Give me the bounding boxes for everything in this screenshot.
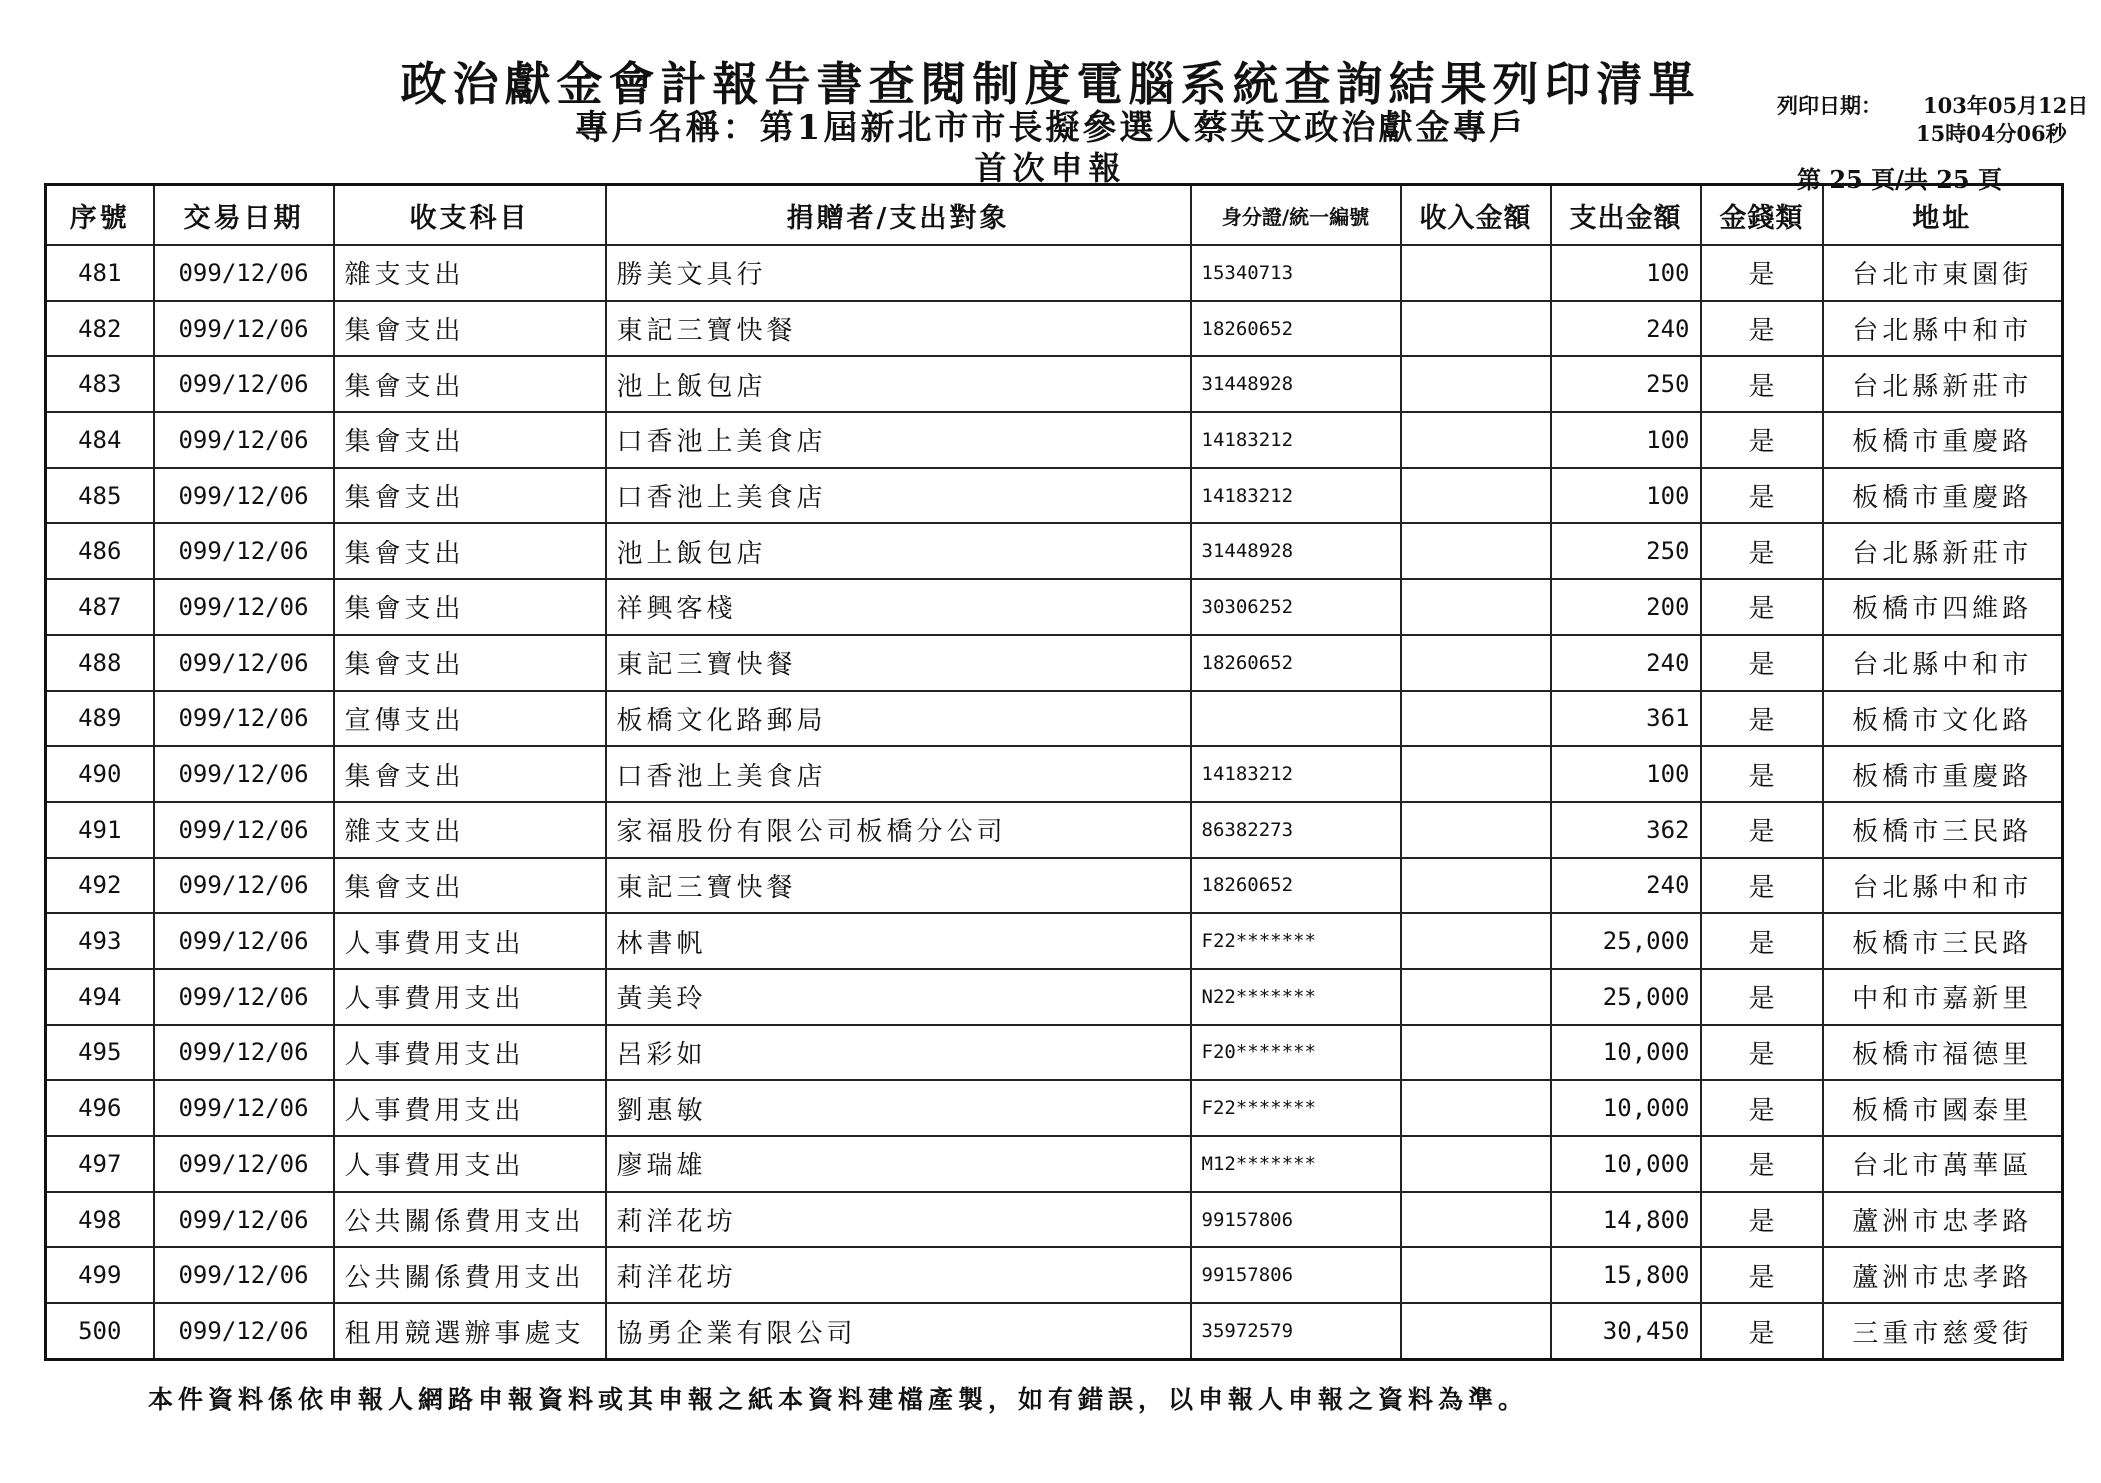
account-name: 專戶名稱：第1屆新北市市長擬參選人蔡英文政治獻金專戶: [574, 108, 1527, 148]
cell-no: 485: [46, 468, 154, 524]
cell-address: 板橋市三民路: [1823, 802, 2063, 858]
col-header-party: 捐贈者/支出對象: [606, 185, 1191, 246]
cell-address: 板橋市重慶路: [1823, 746, 2063, 802]
print-time: 15時04分06秒: [1916, 121, 2067, 146]
cell-address: 板橋市文化路: [1823, 691, 2063, 747]
cell-address: 台北縣新莊市: [1823, 356, 2063, 412]
cell-address: 台北縣中和市: [1823, 858, 2063, 914]
cell-money-type: 是: [1701, 468, 1823, 524]
cell-party: 祥興客棧: [606, 579, 1191, 635]
cell-category: 人事費用支出: [334, 1136, 606, 1192]
cell-category: 人事費用支出: [334, 913, 606, 969]
cell-category: 雜支支出: [334, 802, 606, 858]
cell-money-type: 是: [1701, 356, 1823, 412]
cell-money-type: 是: [1701, 301, 1823, 357]
cell-date: 099/12/06: [154, 1247, 334, 1303]
cell-income: [1401, 1080, 1551, 1136]
header-row: [46, 185, 2063, 246]
col-header-category: 收支科目: [334, 185, 606, 246]
cell-no: 493: [46, 913, 154, 969]
cell-expense: 100: [1551, 245, 1701, 301]
page-info: 第 25 頁/共 25 頁: [1797, 165, 2002, 194]
table-row: [46, 245, 2063, 301]
cell-money-type: 是: [1701, 1247, 1823, 1303]
cell-category: 租用競選辦事處支: [334, 1303, 606, 1359]
cell-expense: 100: [1551, 746, 1701, 802]
table-row: [46, 969, 2063, 1025]
cell-party: 莉洋花坊: [606, 1192, 1191, 1248]
cell-category: 集會支出: [334, 412, 606, 468]
cell-date: 099/12/06: [154, 301, 334, 357]
cell-no: 483: [46, 356, 154, 412]
col-header-no: 序號: [46, 185, 154, 246]
table-row: [46, 913, 2063, 969]
table-row: [46, 579, 2063, 635]
cell-income: [1401, 1192, 1551, 1248]
cell-no: 488: [46, 635, 154, 691]
cell-id: 31448928: [1191, 523, 1401, 579]
cell-date: 099/12/06: [154, 635, 334, 691]
table-row: [46, 1025, 2063, 1081]
cell-party: 東記三寶快餐: [606, 301, 1191, 357]
cell-party: 廖瑞雄: [606, 1136, 1191, 1192]
cell-no: 498: [46, 1192, 154, 1248]
cell-category: 集會支出: [334, 579, 606, 635]
cell-money-type: 是: [1701, 913, 1823, 969]
cell-party: 東記三寶快餐: [606, 635, 1191, 691]
table-row: [46, 691, 2063, 747]
cell-income: [1401, 1136, 1551, 1192]
table-row: [46, 858, 2063, 914]
document-title: 政治獻金會計報告書查閱制度電腦系統查詢結果列印清單: [400, 57, 1701, 111]
table-row: [46, 746, 2063, 802]
cell-party: 呂彩如: [606, 1025, 1191, 1081]
cell-category: 公共關係費用支出: [334, 1247, 606, 1303]
cell-id: [1191, 691, 1401, 747]
print-date-label: 列印日期：: [1777, 93, 1882, 118]
cell-category: 雜支支出: [334, 245, 606, 301]
cell-income: [1401, 301, 1551, 357]
cell-party: 池上飯包店: [606, 356, 1191, 412]
cell-category: 宣傳支出: [334, 691, 606, 747]
footer-note: 本件資料係依申報人網路申報資料或其申報之紙本資料建檔產製，如有錯誤，以申報人申報之資料為準。: [148, 1385, 1529, 1414]
cell-id: 35972579: [1191, 1303, 1401, 1359]
cell-party: 黃美玲: [606, 969, 1191, 1025]
cell-money-type: 是: [1701, 412, 1823, 468]
cell-expense: 10,000: [1551, 1136, 1701, 1192]
table-row: [46, 1136, 2063, 1192]
cell-no: 495: [46, 1025, 154, 1081]
cell-income: [1401, 969, 1551, 1025]
table-row: [46, 1303, 2063, 1359]
cell-id: F20*******: [1191, 1025, 1401, 1081]
cell-id: 14183212: [1191, 468, 1401, 524]
cell-money-type: 是: [1701, 1192, 1823, 1248]
cell-expense: 25,000: [1551, 913, 1701, 969]
cell-money-type: 是: [1701, 802, 1823, 858]
cell-expense: 250: [1551, 523, 1701, 579]
cell-date: 099/12/06: [154, 1136, 334, 1192]
cell-party: 池上飯包店: [606, 523, 1191, 579]
cell-money-type: 是: [1701, 523, 1823, 579]
cell-address: 板橋市四維路: [1823, 579, 2063, 635]
cell-id: F22*******: [1191, 913, 1401, 969]
cell-address: 台北縣新莊市: [1823, 523, 2063, 579]
records-table: [44, 183, 2064, 1361]
cell-category: 集會支出: [334, 858, 606, 914]
cell-income: [1401, 858, 1551, 914]
print-date: 103年05月12日: [1923, 93, 2089, 118]
cell-expense: 250: [1551, 356, 1701, 412]
cell-no: 494: [46, 969, 154, 1025]
cell-id: 18260652: [1191, 301, 1401, 357]
cell-category: 集會支出: [334, 635, 606, 691]
cell-party: 口香池上美食店: [606, 468, 1191, 524]
cell-id: 14183212: [1191, 412, 1401, 468]
cell-no: 481: [46, 245, 154, 301]
cell-money-type: 是: [1701, 1136, 1823, 1192]
cell-income: [1401, 1247, 1551, 1303]
cell-date: 099/12/06: [154, 1080, 334, 1136]
cell-party: 劉惠敏: [606, 1080, 1191, 1136]
cell-expense: 15,800: [1551, 1247, 1701, 1303]
cell-no: 499: [46, 1247, 154, 1303]
cell-party: 林書帆: [606, 913, 1191, 969]
col-header-id: 身分證/統一編號: [1191, 185, 1401, 246]
cell-date: 099/12/06: [154, 412, 334, 468]
cell-party: 口香池上美食店: [606, 412, 1191, 468]
cell-income: [1401, 523, 1551, 579]
cell-money-type: 是: [1701, 579, 1823, 635]
cell-address: 板橋市國泰里: [1823, 1080, 2063, 1136]
cell-party: 勝美文具行: [606, 245, 1191, 301]
cell-address: 台北市東園街: [1823, 245, 2063, 301]
cell-expense: 10,000: [1551, 1025, 1701, 1081]
cell-no: 496: [46, 1080, 154, 1136]
col-header-expense: 支出金額: [1551, 185, 1701, 246]
cell-money-type: 是: [1701, 635, 1823, 691]
cell-no: 484: [46, 412, 154, 468]
cell-expense: 10,000: [1551, 1080, 1701, 1136]
cell-money-type: 是: [1701, 858, 1823, 914]
col-header-address: 地址: [1823, 185, 2063, 246]
cell-income: [1401, 1025, 1551, 1081]
cell-money-type: 是: [1701, 969, 1823, 1025]
col-header-income: 收入金額: [1401, 185, 1551, 246]
cell-id: 31448928: [1191, 356, 1401, 412]
cell-no: 489: [46, 691, 154, 747]
cell-date: 099/12/06: [154, 579, 334, 635]
cell-expense: 25,000: [1551, 969, 1701, 1025]
cell-category: 人事費用支出: [334, 969, 606, 1025]
cell-category: 人事費用支出: [334, 1025, 606, 1081]
cell-date: 099/12/06: [154, 969, 334, 1025]
cell-income: [1401, 691, 1551, 747]
cell-category: 集會支出: [334, 746, 606, 802]
cell-address: 台北市萬華區: [1823, 1136, 2063, 1192]
cell-party: 莉洋花坊: [606, 1247, 1191, 1303]
cell-address: 三重市慈愛街: [1823, 1303, 2063, 1359]
cell-expense: 200: [1551, 579, 1701, 635]
cell-money-type: 是: [1701, 1080, 1823, 1136]
cell-date: 099/12/06: [154, 468, 334, 524]
cell-party: 口香池上美食店: [606, 746, 1191, 802]
cell-id: 18260652: [1191, 858, 1401, 914]
cell-money-type: 是: [1701, 1025, 1823, 1081]
cell-category: 人事費用支出: [334, 1080, 606, 1136]
cell-category: 公共關係費用支出: [334, 1192, 606, 1248]
cell-category: 集會支出: [334, 523, 606, 579]
cell-expense: 100: [1551, 468, 1701, 524]
cell-income: [1401, 1303, 1551, 1359]
cell-address: 板橋市重慶路: [1823, 412, 2063, 468]
cell-expense: 30,450: [1551, 1303, 1701, 1359]
cell-income: [1401, 579, 1551, 635]
cell-id: 86382273: [1191, 802, 1401, 858]
cell-money-type: 是: [1701, 245, 1823, 301]
cell-no: 482: [46, 301, 154, 357]
cell-date: 099/12/06: [154, 913, 334, 969]
cell-address: 台北縣中和市: [1823, 301, 2063, 357]
cell-expense: 100: [1551, 412, 1701, 468]
cell-income: [1401, 245, 1551, 301]
table-row: [46, 1247, 2063, 1303]
cell-income: [1401, 356, 1551, 412]
cell-address: 蘆洲市忠孝路: [1823, 1247, 2063, 1303]
table-row: [46, 635, 2063, 691]
cell-income: [1401, 468, 1551, 524]
cell-date: 099/12/06: [154, 1192, 334, 1248]
cell-no: 492: [46, 858, 154, 914]
cell-party: 家福股份有限公司板橋分公司: [606, 802, 1191, 858]
cell-expense: 240: [1551, 858, 1701, 914]
cell-date: 099/12/06: [154, 1025, 334, 1081]
cell-address: 蘆洲市忠孝路: [1823, 1192, 2063, 1248]
col-header-date: 交易日期: [154, 185, 334, 246]
col-header-money-type: 金錢類: [1701, 185, 1823, 246]
cell-id: 30306252: [1191, 579, 1401, 635]
table-row: [46, 802, 2063, 858]
cell-no: 486: [46, 523, 154, 579]
cell-date: 099/12/06: [154, 691, 334, 747]
cell-no: 490: [46, 746, 154, 802]
cell-id: 99157806: [1191, 1247, 1401, 1303]
table-row: [46, 356, 2063, 412]
cell-money-type: 是: [1701, 1303, 1823, 1359]
cell-income: [1401, 746, 1551, 802]
cell-money-type: 是: [1701, 691, 1823, 747]
cell-expense: 361: [1551, 691, 1701, 747]
report-type: 首次申報: [974, 149, 1127, 187]
cell-expense: 14,800: [1551, 1192, 1701, 1248]
cell-date: 099/12/06: [154, 746, 334, 802]
table-row: [46, 412, 2063, 468]
cell-date: 099/12/06: [154, 523, 334, 579]
cell-expense: 362: [1551, 802, 1701, 858]
cell-id: 15340713: [1191, 245, 1401, 301]
cell-income: [1401, 913, 1551, 969]
table-row: [46, 1192, 2063, 1248]
cell-date: 099/12/06: [154, 245, 334, 301]
cell-date: 099/12/06: [154, 802, 334, 858]
cell-party: 東記三寶快餐: [606, 858, 1191, 914]
cell-no: 500: [46, 1303, 154, 1359]
cell-expense: 240: [1551, 635, 1701, 691]
cell-address: 板橋市福德里: [1823, 1025, 2063, 1081]
cell-address: 中和市嘉新里: [1823, 969, 2063, 1025]
cell-address: 板橋市三民路: [1823, 913, 2063, 969]
cell-id: N22*******: [1191, 969, 1401, 1025]
table-row: [46, 1080, 2063, 1136]
cell-party: 協勇企業有限公司: [606, 1303, 1191, 1359]
cell-date: 099/12/06: [154, 1303, 334, 1359]
cell-date: 099/12/06: [154, 858, 334, 914]
cell-address: 台北縣中和市: [1823, 635, 2063, 691]
cell-no: 487: [46, 579, 154, 635]
cell-income: [1401, 635, 1551, 691]
table-row: [46, 468, 2063, 524]
cell-id: 18260652: [1191, 635, 1401, 691]
cell-income: [1401, 412, 1551, 468]
cell-id: 14183212: [1191, 746, 1401, 802]
cell-date: 099/12/06: [154, 356, 334, 412]
cell-party: 板橋文化路郵局: [606, 691, 1191, 747]
cell-money-type: 是: [1701, 746, 1823, 802]
cell-no: 497: [46, 1136, 154, 1192]
table-row: [46, 301, 2063, 357]
table-body: [46, 245, 2063, 1360]
cell-income: [1401, 802, 1551, 858]
cell-category: 集會支出: [334, 468, 606, 524]
cell-id: M12*******: [1191, 1136, 1401, 1192]
cell-category: 集會支出: [334, 356, 606, 412]
cell-category: 集會支出: [334, 301, 606, 357]
cell-expense: 240: [1551, 301, 1701, 357]
cell-no: 491: [46, 802, 154, 858]
cell-id: F22*******: [1191, 1080, 1401, 1136]
table-row: [46, 523, 2063, 579]
cell-address: 板橋市重慶路: [1823, 468, 2063, 524]
cell-id: 99157806: [1191, 1192, 1401, 1248]
